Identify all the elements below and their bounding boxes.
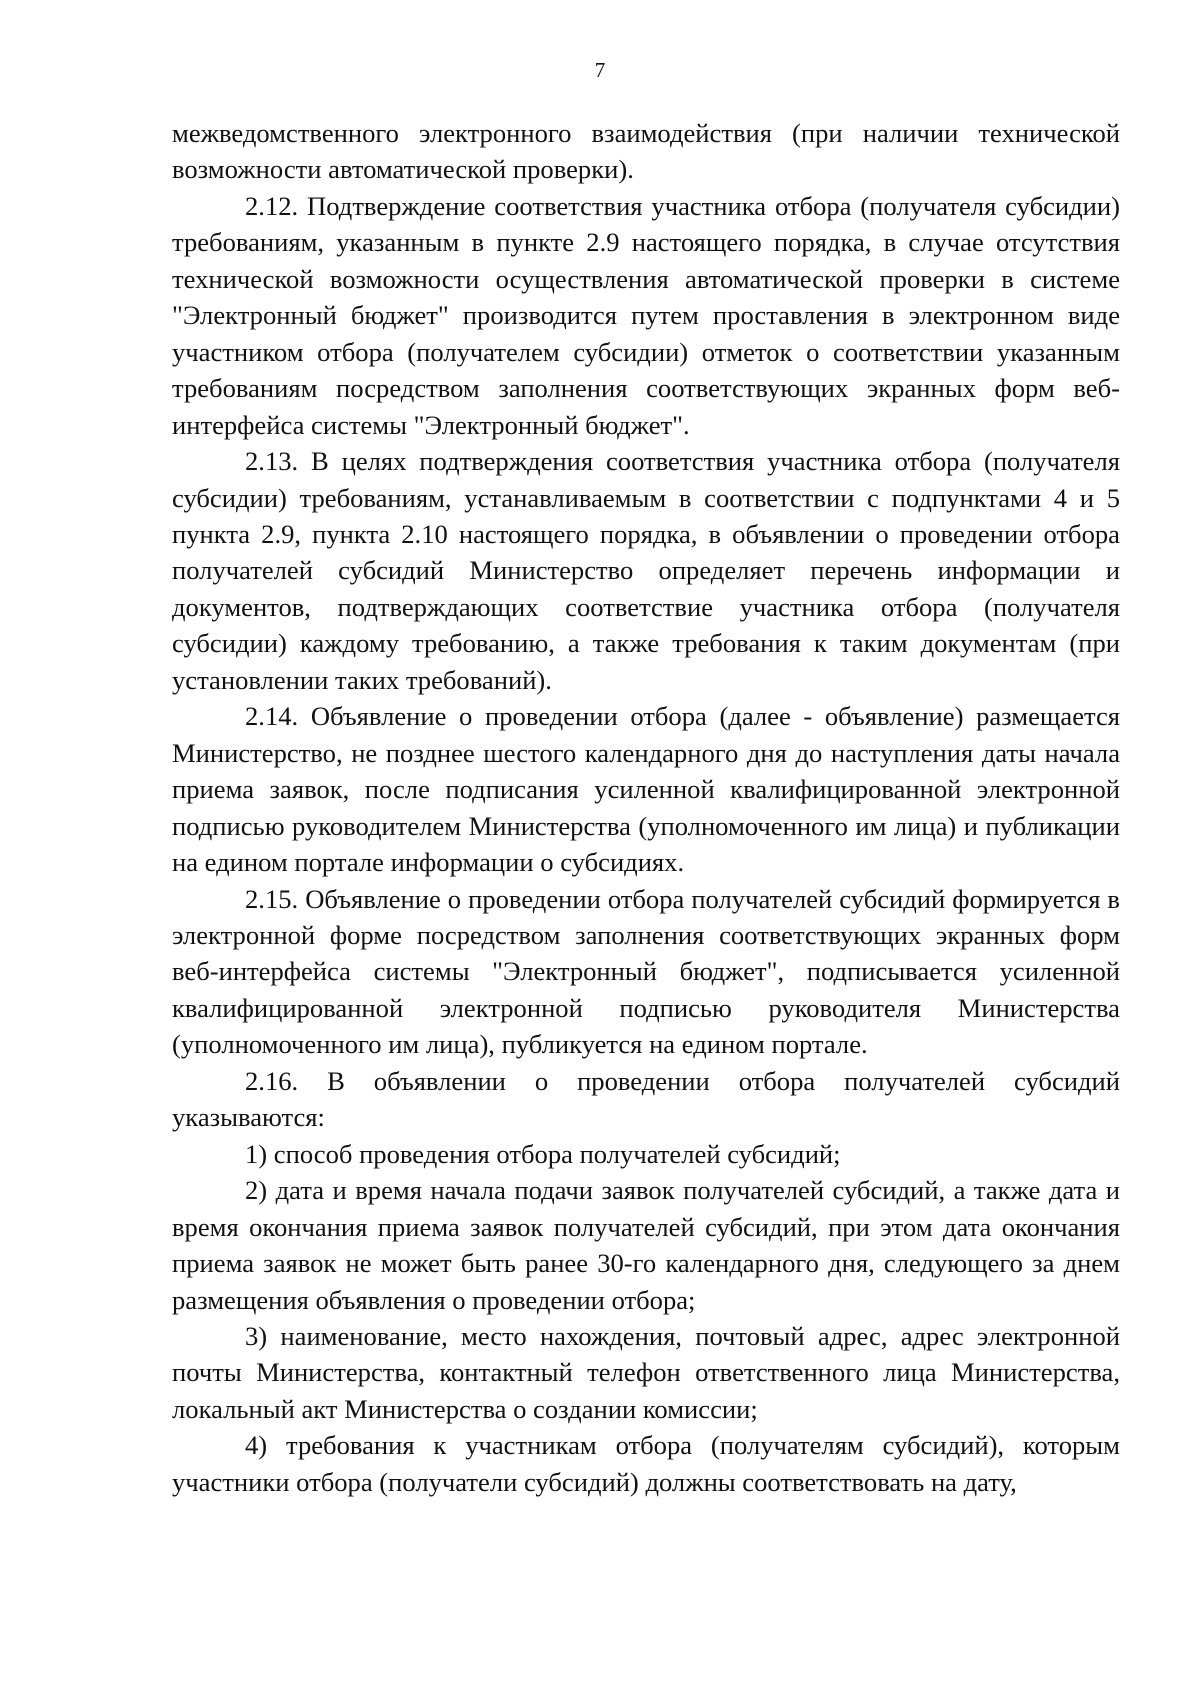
paragraph-2-15: 2.15. Объявление о проведении отбора получателей субсидий формируется в электронной форме посредством заполнения соответствующих экранных форм веб-интерфейса системы "Электронный бюджет", подписывается усиленной квалифицированной электронной подписью руководителя Министерства (уполномоченного им лица), публикуется на едином портале. [172,883,1120,1060]
paragraph-continuation: межведомственного электронного взаимодействия (при наличии технической возможности автоматической проверки). [172,118,1120,185]
list-item-3: 3) наименование, место нахождения, почтовый адрес, адрес электронной почты Министерства, контактный телефон ответственного лица Министерства, локальный акт Министерства о создании комиссии; [172,1320,1120,1424]
page-number: 7 [594,58,606,82]
paragraph-2-16: 2.16. В объявлении о проведении отбора получателей субсидий указываются: [172,1065,1120,1133]
list-item-4: 4) требования к участникам отбора (получателям субсидий), которым участники отбора (получатели субсидий) должны соответствовать на дату, [172,1430,1120,1497]
document-body [172,115,1120,1500]
paragraph-2-12: 2.12. Подтверждение соответствия участника отбора (получателя субсидии) требованиям, указанным в пункте 2.9 настоящего порядка, в случае отсутствия технической возможности осуществления автоматической проверки в системе "Электронный бюджет" производится путем проставления в электронном виде участником отбора (получателем субсидии) отметок о соответствии указанным требованиям посредством заполнения соответствующих экранных форм веб-интерфейса системы "Электронный бюджет". [172,190,1120,440]
list-item-2: 2) дата и время начала подачи заявок получателей субсидий, а также дата и время окончания приема заявок получателей субсидий, при этом дата окончания приема заявок не может быть ранее 30-го календарного дня, следующего за днем размещения объявления о проведении отбора; [172,1175,1120,1315]
list-item-1: 1) способ проведения отбора получателей субсидий; [245,1138,841,1169]
paragraph-2-14: 2.14. Объявление о проведении отбора (далее - объявление) размещается Министерство, не позднее шестого календарного дня до наступления даты начала приема заявок, после подписания усиленной квалифицированной электронной подписью руководителем Министерства (уполномоченного им лица) и публикации на едином портале информации о субсидиях. [172,701,1120,878]
paragraph-2-13: 2.13. В целях подтверждения соответствия участника отбора (получателя субсидии) требованиям, устанавливаемым в соответствии с подпунктами 4 и 5 пункта 2.9, пункта 2.10 настоящего порядка, в объявлении о проведении отбора получателей субсидий Министерство определяет перечень информации и документов, подтверждающих соответствие участника отбора (получателя субсидии) каждому требованию, а также требования к таким документам (при установлении таких требований). [172,446,1120,695]
